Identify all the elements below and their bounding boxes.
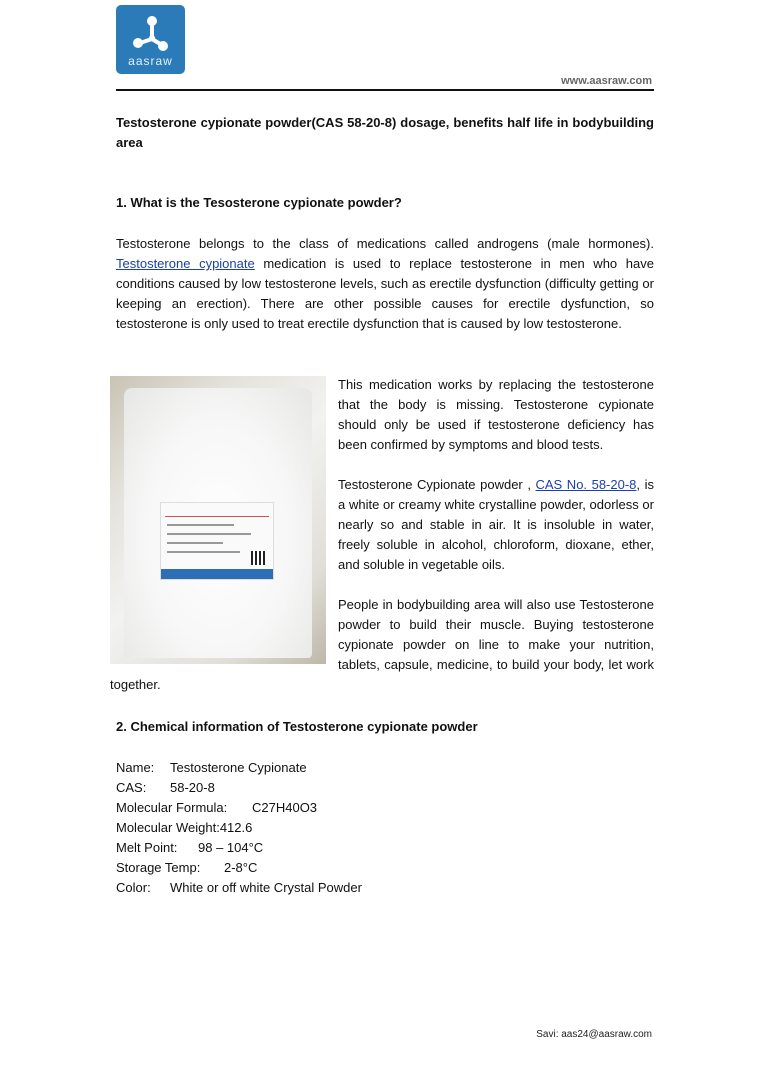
chem-row-cas xyxy=(116,778,362,798)
product-label xyxy=(160,502,274,580)
para1-text-b: medication is used to replace testosterone in men who have conditions caused by low testosterone levels, such as erectile dysfunction (difficulty getting or keeping an erection). There are other possible causes for erectile dysfunction, so testosterone is only used to treat erectile dysfunction that is caused by low testosterone. xyxy=(116,256,654,331)
chem-row-weight xyxy=(116,818,362,838)
section1-paragraph2: This medication works by replacing the testosterone that the body is missing. Testosterone cypionate should only be used if testosterone deficiency has been confirmed by symptoms and blood tests. xyxy=(338,377,654,452)
website-url: www.aasraw.com xyxy=(561,75,652,87)
chem-label: Name: xyxy=(116,760,155,775)
chem-row-formula xyxy=(116,798,362,818)
aasraw-logo xyxy=(116,5,185,74)
logo-text: aasraw xyxy=(128,54,173,68)
section1-paragraph4: People in bodybuilding area will also use Testosterone powder to build their muscle. Buying testosterone cypionate powder on line to make your nutrition, tablets, capsule, medicine, to build your body, let work together. xyxy=(110,597,654,692)
molecule-icon xyxy=(116,5,185,55)
chem-row-melt-point xyxy=(116,838,362,858)
chem-value: 98 – 104°C xyxy=(198,840,264,855)
section1-heading: 1. What is the Tesosterone cypionate powder? xyxy=(116,195,402,210)
para3-text-b: , is a white or creamy white crystalline powder, odorless or nearly so and stable in air. It is insoluble in water, freely soluble in alcohol, chloroform, dioxane, ether, and soluble in vegetable oils. xyxy=(338,477,654,572)
section2-heading: 2. Chemical information of Testosterone cypionate powder xyxy=(116,719,478,734)
chem-row-storage xyxy=(116,858,362,878)
para1-text-a: Testosterone belongs to the class of medications called androgens (male hormones). xyxy=(116,236,654,251)
chem-row-color xyxy=(116,878,362,898)
para3-text-a: Testosterone Cypionate powder , xyxy=(338,477,536,492)
chem-value: 412.6 xyxy=(219,820,253,835)
chem-value: 2-8°C xyxy=(224,860,258,875)
document-title: Testosterone cypionate powder(CAS 58-20-8) dosage, benefits half life in bodybuilding area xyxy=(116,115,654,150)
product-photo xyxy=(110,376,326,664)
chem-row-name xyxy=(116,758,362,778)
chem-label: CAS: xyxy=(116,780,147,795)
section1-paragraph1 xyxy=(116,234,654,334)
cas-number-link[interactable]: CAS No. 58-20-8 xyxy=(535,477,637,492)
chem-label: Color: xyxy=(116,880,151,895)
chem-label: Molecular Formula: xyxy=(116,800,228,815)
chem-value: Testosterone Cypionate xyxy=(170,760,307,775)
chem-value: C27H40O3 xyxy=(252,800,318,815)
chem-label: Storage Temp: xyxy=(116,860,201,875)
chem-value: White or off white Crystal Powder xyxy=(170,880,362,895)
footer-contact: Savi: aas24@aasraw.com xyxy=(536,1029,652,1040)
testosterone-cypionate-link[interactable]: Testosterone cypionate xyxy=(116,256,255,271)
chemical-info-list xyxy=(116,758,362,898)
chem-value: 58-20-8 xyxy=(170,780,215,795)
chem-label: Melt Point: xyxy=(116,840,178,855)
qr-code-icon xyxy=(251,551,265,565)
chem-label: Molecular Weight: xyxy=(116,820,220,835)
header-divider xyxy=(116,89,654,91)
image-text-block xyxy=(110,375,654,695)
